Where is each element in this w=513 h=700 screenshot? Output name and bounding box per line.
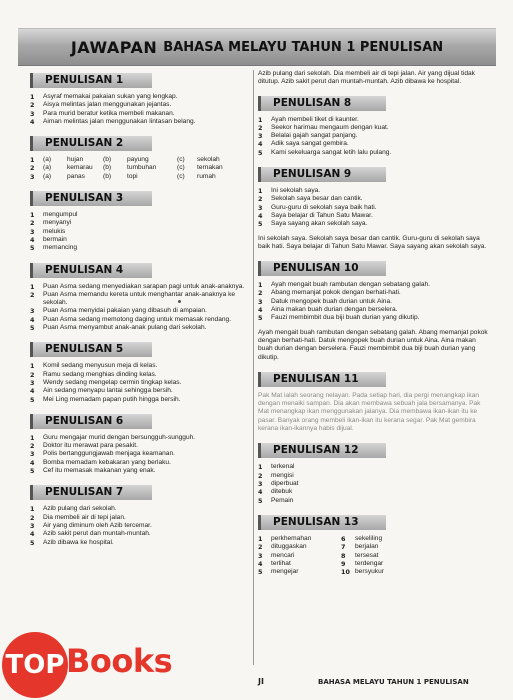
item-number: 2 — [30, 290, 35, 299]
item-text: Puan Asma menyambut anak-anak pulang dari sekolah. — [43, 324, 207, 332]
item-text: Datuk mengopek buah durian untuk Aina. — [271, 297, 392, 305]
item-text: ditebuk — [271, 488, 293, 496]
item-number: 4 — [30, 458, 35, 467]
list-item — [258, 132, 490, 140]
section-heading: PENULISAN 7 — [30, 485, 152, 500]
item-number: 4 — [30, 530, 35, 539]
item-number: 3 — [30, 521, 35, 530]
item-text: bersyukur — [355, 568, 384, 576]
item-number: 1 — [258, 115, 263, 124]
item-cell: (c) — [177, 164, 185, 172]
item-cell: topi — [127, 172, 138, 180]
item-number: 1 — [30, 505, 35, 514]
item-number: 2 — [30, 219, 35, 228]
list-item — [30, 110, 250, 118]
item-cell: (b) — [103, 156, 112, 164]
item-number: 3 — [258, 551, 263, 560]
item-number: 3 — [30, 172, 35, 181]
list-item — [258, 149, 490, 157]
item-number: 4 — [30, 315, 35, 324]
list-item — [30, 228, 250, 236]
list-item — [258, 488, 490, 496]
item-text: mengumpul — [43, 211, 78, 219]
list-item — [258, 116, 490, 124]
item-number: 2 — [258, 289, 263, 298]
list-item — [258, 463, 490, 471]
section-penulisan-11 — [258, 369, 490, 433]
item-number: 10 — [341, 568, 350, 577]
item-number: 6 — [341, 534, 346, 543]
list-item — [258, 552, 490, 560]
item-number: 4 — [258, 140, 263, 149]
item-cell: (b) — [103, 164, 112, 172]
item-text: Puan Asma menyidai pakaian yang dibasuh di ampaian. — [43, 307, 207, 315]
section-penulisan-1 — [30, 70, 250, 126]
left-column — [30, 70, 250, 554]
item-number: 4 — [258, 211, 263, 220]
item-text: Seekor harimau mengaum dengan kuat. — [271, 123, 389, 131]
item-number: 4 — [30, 235, 35, 244]
item-number: 1 — [30, 156, 35, 165]
list-item — [258, 543, 490, 551]
item-number: 5 — [258, 148, 263, 157]
item-text: Para murid beratur ketika membeli makanan. — [43, 109, 175, 117]
list-item — [258, 298, 490, 306]
item-text: Polis bertanggungjawab menjaga keamanan. — [43, 450, 175, 458]
item-text: Ramu sedang menghias dinding kelas. — [43, 370, 157, 378]
item-text: Puan Asma memandu kereta untuk menghantar anak-anaknya ke sekolah. — [43, 290, 236, 307]
item-text: Saya belajar di Tahun Satu Mawar. — [271, 211, 373, 219]
item-number: 3 — [30, 307, 35, 316]
list-item — [30, 211, 250, 219]
item-number: 1 — [258, 281, 263, 290]
list-item — [30, 396, 250, 404]
list-item — [30, 371, 250, 379]
list-item — [30, 514, 250, 522]
item-text: mengisi — [271, 471, 294, 479]
item-number: 5 — [258, 314, 263, 323]
list-item — [30, 387, 250, 395]
section-penulisan-9 — [258, 164, 490, 251]
item-text: terlihat — [271, 560, 291, 568]
list-item — [30, 219, 250, 227]
section-penulisan-6 — [30, 411, 250, 475]
item-number: 1 — [30, 433, 35, 442]
section-penulisan-7 — [30, 482, 250, 546]
list-item — [258, 204, 490, 212]
list-item — [30, 118, 250, 126]
item-cell: (a) — [43, 156, 52, 164]
item-number: 3 — [258, 203, 263, 212]
list-item — [258, 480, 490, 488]
item-text: Kami sekeluarga sangat letih lalu pulang. — [271, 148, 392, 156]
list-item — [30, 467, 250, 475]
item-number: 2 — [258, 195, 263, 204]
list-item — [258, 220, 490, 228]
list-item — [258, 140, 490, 148]
item-text: Doktor itu merawat para pesakit. — [43, 442, 138, 450]
item-cell: tumbuhan — [127, 164, 157, 172]
list-item — [30, 173, 250, 181]
list-item — [258, 568, 490, 576]
item-text: diperbuat — [271, 479, 299, 487]
section-penulisan-4 — [30, 260, 250, 333]
section-penulisan-13 — [258, 512, 490, 577]
section-heading: PENULISAN 9 — [258, 167, 386, 182]
item-number: 2 — [30, 370, 35, 379]
item-number: 2 — [258, 471, 263, 480]
section-heading: PENULISAN 4 — [30, 263, 152, 278]
penulisan-9-paragraph: Ini sekolah saya. Sekolah saya besar dan cantik. Guru-guru di sekolah saya baik hati. Saya belajar di Tahun Satu Mawar. Saya sayang akan sekolah saya. — [258, 234, 487, 250]
title-sub: BAHASA MELAYU TAHUN 1 PENULISAN — [163, 39, 444, 55]
list-item — [258, 195, 490, 203]
item-text: terkenal — [271, 463, 295, 471]
item-number: 4 — [30, 387, 35, 396]
list-item — [258, 124, 490, 132]
item-number: 1 — [30, 211, 35, 220]
item-text: Ini sekolah saya. — [271, 187, 321, 195]
footer-text: BAHASA MELAYU TAHUN 1 PENULISAN — [318, 678, 469, 686]
item-number: 5 — [258, 220, 263, 229]
section-heading: PENULISAN 12 — [258, 443, 386, 458]
list-item — [30, 324, 250, 332]
item-text: Ain sedang menyapu lantai sehingga bersih. — [43, 387, 173, 395]
item-text: mengejar — [271, 568, 299, 576]
item-number: 2 — [30, 101, 35, 110]
penulisan-10-paragraph: Ayah mengait buah rambutan dengan sebatang galah. Abang memanjat pokok dengan berhati-hati. Datuk mengopek buah durian untuk Aina. Aina makan buah durian dengan berselera. Fauzi membimbit dua biji buah durian yang dikutip. — [258, 328, 488, 361]
item-text: Aisya melintas jalan menggunakan jejantas. — [43, 101, 172, 109]
penulisan-11-paragraph: Pak Mat ialah seorang nelayan. Pada setiap hari, dia pergi menangkap ikan dengan menaiki sampan. Dia akan membawa sebuah jala bersamanya. Pak Mat menangkap ikan menggunakan jalanya. Dia membawa ikan-ikan itu ke pasar. Banyak orang membeli ikan-ikan itu kerana segar. Pak Mat gembira kerana ikan-ikannya habis dijual. — [258, 391, 481, 433]
item-number: 4 — [30, 117, 35, 126]
item-number: 1 — [258, 534, 263, 543]
item-number: 1 — [258, 187, 263, 196]
item-text: dituggaskan — [271, 543, 307, 551]
item-number: 3 — [258, 132, 263, 141]
item-number: 3 — [258, 297, 263, 306]
item-number: 1 — [30, 282, 35, 291]
item-cell: (b) — [103, 172, 112, 180]
item-text: terdengar — [355, 560, 384, 568]
list-item — [30, 379, 250, 387]
item-number: 2 — [30, 442, 35, 451]
item-cell: ternakan — [197, 164, 223, 172]
section-heading: PENULISAN 8 — [258, 96, 386, 111]
section-heading: PENULISAN 10 — [258, 261, 386, 276]
item-cell: (c) — [177, 156, 185, 164]
logo-books-text: Books — [66, 642, 173, 680]
list-item — [30, 283, 250, 291]
item-text: Abang memanjat pokok dengan berhati-hati. — [271, 289, 401, 297]
section-heading: PENULISAN 1 — [30, 73, 152, 88]
list-item — [30, 316, 250, 324]
section-heading: PENULISAN 13 — [258, 515, 386, 530]
penulisan-7-paragraph: Azib pulang dari sekolah. Dia membeli air di tepi jalan. Air yang dijual tidak ditutup. Azib sakit perut dan muntah-muntah. Azib dibawa ke hospital. — [258, 70, 475, 86]
list-item — [258, 281, 490, 289]
item-number: 5 — [30, 324, 35, 333]
title-banner — [18, 28, 496, 66]
list-item — [30, 101, 250, 109]
list-item — [30, 93, 250, 101]
item-text: Dia membeli air di tepi jalan. — [43, 513, 126, 521]
item-text: memancing — [43, 244, 78, 252]
item-number: 5 — [30, 538, 35, 547]
item-text: Ayah mengait buah rambutan dengan sebatang galah. — [271, 281, 430, 289]
list-item — [30, 530, 250, 538]
item-cell: (a) — [43, 164, 52, 172]
list-item — [30, 164, 250, 172]
item-cell: hujan — [67, 156, 84, 164]
page-footer — [258, 677, 498, 689]
item-text: Ayah membeli tiket di kaunter. — [271, 115, 359, 123]
item-text: Aina makan buah durian dengan berselera. — [271, 306, 398, 314]
item-text: Belalai gajah sangat panjang. — [271, 132, 358, 140]
list-item — [30, 244, 250, 252]
item-text: Sekolah saya besar dan cantik. — [271, 195, 363, 203]
item-number: 4 — [258, 488, 263, 497]
item-number: 8 — [341, 551, 346, 560]
item-number: 3 — [30, 109, 35, 118]
item-text: Saya sayang akan sekolah saya. — [271, 220, 368, 228]
list-item — [258, 212, 490, 220]
item-text: menyanyi — [43, 219, 72, 227]
section-heading: PENULISAN 2 — [30, 136, 152, 151]
list-item — [30, 236, 250, 244]
item-number: 3 — [30, 450, 35, 459]
item-number: 5 — [30, 244, 35, 253]
list-item — [30, 156, 250, 164]
stray-mark — [178, 300, 181, 303]
list-item — [258, 314, 490, 322]
list-item — [30, 362, 250, 370]
list-item — [258, 187, 490, 195]
list-item — [30, 291, 250, 308]
list-item — [30, 505, 250, 513]
item-text: Puan Asma sedang memotong daging untuk memasak rendang. — [43, 315, 232, 323]
item-text: melukis — [43, 227, 66, 235]
item-number: 1 — [258, 463, 263, 472]
item-number: 5 — [30, 467, 35, 476]
list-item — [258, 497, 490, 505]
item-cell: (a) — [43, 172, 52, 180]
item-text: Azib pulang dari sekolah. — [43, 505, 117, 513]
item-text: Guru-guru di sekolah saya baik hati. — [271, 203, 377, 211]
item-text: mencari — [271, 551, 295, 559]
list-item — [30, 459, 250, 467]
item-number: 2 — [258, 543, 263, 552]
item-text: Cef itu memasak makanan yang enak. — [43, 467, 156, 475]
item-number: 2 — [30, 164, 35, 173]
list-item — [30, 434, 250, 442]
section-penulisan-8 — [258, 93, 490, 157]
section-heading: PENULISAN 11 — [258, 372, 386, 387]
title-main: JAWAPAN — [70, 37, 158, 57]
item-number: 3 — [30, 227, 35, 236]
item-number: 5 — [30, 395, 35, 404]
item-text: Adik saya sangat gembira. — [271, 140, 349, 148]
item-text: Aiman melintas jalan menggunakan lintasan belang. — [43, 117, 196, 125]
list-item — [30, 522, 250, 530]
list-item — [258, 472, 490, 480]
item-cell: panas — [67, 172, 85, 180]
item-text: Azib sakit perut dan muntah-muntah. — [43, 530, 151, 538]
section-penulisan-2 — [30, 133, 250, 181]
item-text: sekeliling — [355, 534, 383, 542]
item-cell: sekolah — [197, 156, 220, 164]
section-penulisan-10 — [258, 258, 490, 362]
item-number: 5 — [258, 568, 263, 577]
item-cell: kemarau — [67, 164, 93, 172]
item-text: Azib dibawa ke hospital. — [43, 538, 114, 546]
item-cell: payung — [127, 156, 149, 164]
list-item — [30, 450, 250, 458]
item-cell: rumah — [197, 172, 216, 180]
section-heading: PENULISAN 5 — [30, 342, 152, 357]
section-penulisan-12 — [258, 440, 490, 504]
section-heading: PENULISAN 3 — [30, 191, 152, 206]
section-penulisan-3 — [30, 188, 250, 252]
item-text: Pemain — [271, 496, 294, 504]
item-text: Bomba memadam kebakaran yang berlaku. — [43, 458, 171, 466]
section-heading: PENULISAN 6 — [30, 414, 152, 429]
topbooks-logo — [2, 632, 182, 698]
list-item — [258, 306, 490, 314]
section-penulisan-5 — [30, 339, 250, 403]
list-item — [258, 535, 490, 543]
item-number: 3 — [30, 378, 35, 387]
item-text: berjalan — [355, 543, 379, 551]
item-text: Mei Ling memadam papan putih hingga bersih. — [43, 395, 181, 403]
column-divider — [253, 70, 254, 665]
item-text: tersesat — [355, 551, 379, 559]
item-text: Air yang diminum oleh Azib tercemar. — [43, 521, 152, 529]
item-text: Guru mengajar murid dengan bersungguh-sungguh. — [43, 433, 196, 441]
list-item — [258, 560, 490, 568]
item-text: bermain — [43, 235, 67, 243]
item-number: 7 — [341, 543, 346, 552]
item-number: 1 — [30, 93, 35, 101]
item-text: perkhemahan — [271, 534, 312, 542]
item-number: 1 — [30, 362, 35, 371]
item-number: 2 — [258, 123, 263, 132]
item-text: Komil sedang menyusun meja di kelas. — [43, 362, 158, 370]
list-item — [258, 289, 490, 297]
item-number: 4 — [258, 306, 263, 315]
list-item — [30, 539, 250, 547]
item-number: 5 — [258, 496, 263, 505]
item-number: 9 — [341, 560, 346, 569]
item-text: Fauzi membimbit dua biji buah durian yang dikutip. — [271, 314, 420, 322]
item-number: 2 — [30, 513, 35, 522]
item-number: 4 — [258, 560, 263, 569]
list-item — [30, 442, 250, 450]
item-text: Puan Asma sedang menyediakan sarapan pagi untuk anak-anaknya. — [43, 282, 245, 290]
item-text: Wendy sedang mengelap cermin tingkap kelas. — [43, 378, 182, 386]
list-item — [30, 307, 250, 315]
item-cell: (c) — [177, 172, 185, 180]
logo-top-circle: TOP — [2, 632, 68, 698]
item-number: 3 — [258, 479, 263, 488]
right-column — [258, 70, 490, 584]
page-number: JI — [258, 677, 264, 686]
item-text: Asyraf memakai pakaian sukan yang lengkap. — [43, 93, 178, 100]
